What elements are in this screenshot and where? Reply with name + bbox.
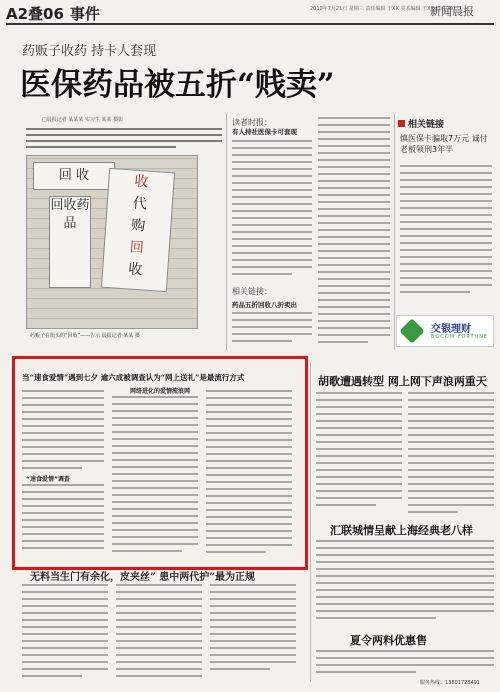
middle-section-head: 读者时报： (232, 118, 272, 127)
bottom-article-title: 无料当生门有余化，皮夹丝” 患中两代护”最为正规 (30, 572, 255, 583)
article-photo (26, 155, 198, 329)
sidebar-heading: 相关链接 (398, 117, 444, 130)
newspaper-brand: 新闻晨报 (430, 5, 474, 18)
sidebar-news-item: 慎医保卡骗取7万元 诚付老板领刑3年半 (400, 134, 488, 154)
section-name: 事件 (69, 5, 100, 23)
middle-subtitle-2: 相关链接： (232, 287, 272, 296)
article-headline: 医保药品被五折“贱卖” (20, 67, 335, 103)
column-divider (226, 114, 227, 350)
right-article-title-1: 胡歌遭遇转型 网上网下声浪两重天 (318, 375, 487, 388)
article-subheadline: 药贩子收药 持卡人套现 (22, 44, 157, 59)
middle-subtitle-1: 有人持社医保卡可套现 (232, 128, 297, 136)
right-article-title-3: 夏令两料优惠售 (350, 634, 427, 647)
page-header (6, 3, 100, 24)
page-number: A2 (6, 5, 29, 23)
service-phone: 服务热线：13801728491 (420, 680, 480, 686)
highlighted-inner-head-2: “速食爱情”调查 (26, 476, 70, 483)
highlighted-article-title: 当“速食爱情”遇到七夕 逾六成被调查认为“网上送礼”是最流行方式 (22, 373, 245, 382)
right-article-title-2: 汇联城情呈献上海经典老八样 (330, 524, 473, 537)
column-divider (310, 362, 311, 682)
sign-left: 回收药品 (49, 196, 91, 288)
sponsor-logo: 交银理财 BOCOM FORTUNE (396, 315, 494, 347)
header-rule (6, 23, 494, 25)
section-line: 叠06 (28, 5, 64, 23)
sign-right: 收 代 购 回 收 (101, 168, 175, 292)
middle-subtitle-3: 药品五折回收八折卖出 (232, 301, 297, 309)
photo-caption: 药贩子在街头的“回收”——告示 晨报记者 某某 摄 (30, 333, 140, 339)
sign-top: 回 收 (33, 162, 115, 190)
issue-date: 2010年7月21日 星期三 责任编辑 于XX 美术编辑 于XX 校对 XX (310, 6, 454, 12)
highlighted-inner-head-1: 网络进化的爱情流浪网 (130, 388, 191, 395)
article-byline: □晨报记者 某某某 实习生 某某 摄影 (42, 117, 124, 123)
column-divider (394, 114, 395, 350)
